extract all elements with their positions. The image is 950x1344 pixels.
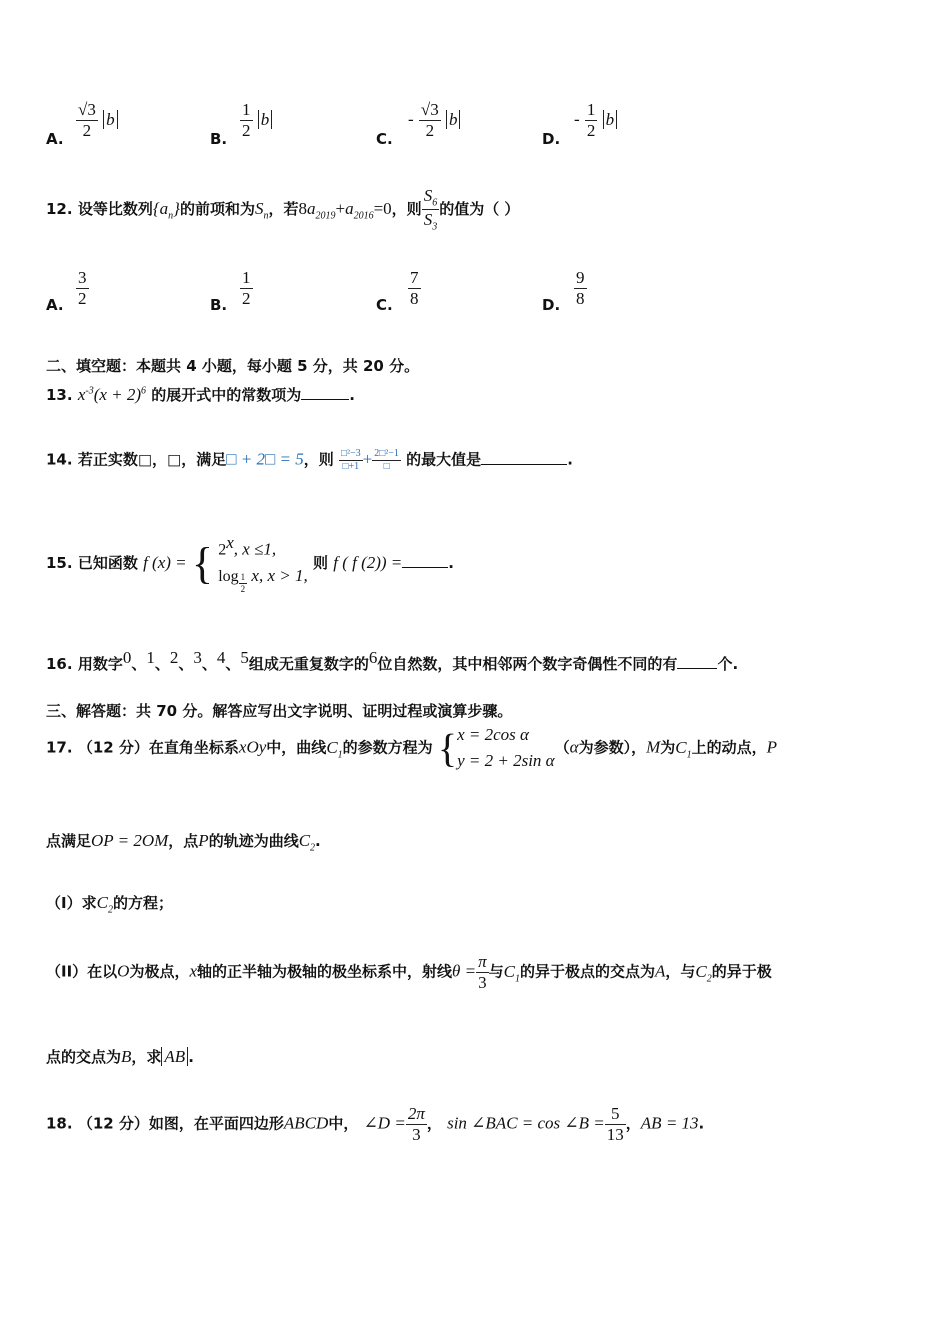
q12-option-b: $\frac{1}{2}$ bbox=[242, 268, 251, 308]
q12-stem: 12. 设等比数列$\{a_n\}$的前项和为$S_n$，若$8a_{2019}+a_{2016}=0$，则 $\frac{S_6}{S_3}$ 的值为（ ） bbox=[46, 186, 520, 233]
q17-part-2: （II）在以O为极点，x轴的正半轴为极轴的极坐标系中，射线θ = $\frac{\pi}{3}$ 与$C_1$的异于极点的交点为A，与$C_2$的异于极 bbox=[46, 952, 772, 992]
q13-blank[interactable] bbox=[301, 385, 349, 400]
q11-options bbox=[46, 100, 916, 160]
section-2-heading: 二、填空题：本题共 4 小题，每小题 5 分，共 20 分。 bbox=[46, 357, 420, 375]
q11-option-a-label: A. bbox=[46, 130, 64, 148]
q12-options bbox=[46, 268, 916, 324]
q12-option-d-label: D. bbox=[542, 296, 561, 314]
q11-option-b: $\frac{1}{2}$ b bbox=[240, 100, 272, 140]
q11-option-b-label: B. bbox=[210, 130, 228, 148]
q12-option-a: $\frac{3}{2}$ bbox=[78, 268, 87, 308]
q18: 18. （12 分）如图，在平面四边形ABCD中， ∠D = $\frac{2\pi}{3}$ ， sin ∠BAC = cos ∠B = $\frac{5}{13}$ ，AB = 13. bbox=[46, 1104, 705, 1144]
q17-line-2: 点满足OP = 2OM，点P的轨迹为曲线$C_2$. bbox=[46, 831, 321, 854]
q11-option-d: - $\frac{1}{2}$ b bbox=[574, 100, 617, 140]
q11-option-c-label: C. bbox=[376, 130, 393, 148]
q17-part-1: （I）求$C_2$的方程； bbox=[46, 893, 173, 916]
q16: 16. 用数字$^0$、$^1$、$^2$、$^3$、$^4$、$^5$组成无重复数字的$^6$位自然数，其中相邻两个数字奇偶性不同的有 个. bbox=[46, 648, 739, 673]
section-3-heading: 三、解答题：共 70 分。解答应写出文字说明、证明过程或演算步骤。 bbox=[46, 702, 513, 720]
q14-blank[interactable] bbox=[481, 450, 567, 465]
q12-option-b-label: B. bbox=[210, 296, 228, 314]
q17-line-1: 17. （12 分）在直角坐标系xOy中，曲线$C_1$的参数方程为 { x = 2cos α y = 2 + 2sin α （α为参数），M为$C_1$上的动点，P bbox=[46, 725, 778, 771]
q12-option-c-label: C. bbox=[376, 296, 393, 314]
q17-part-2-cont: 点的交点为B，求 AB . bbox=[46, 1047, 194, 1066]
q11-option-a: $\frac{√3}{2}$ b bbox=[76, 100, 118, 140]
q11-option-c: - $\frac{√3}{2}$ b bbox=[408, 100, 460, 140]
q15-blank[interactable] bbox=[402, 553, 448, 568]
q15: 15. 已知函数 f (x) = { 2$^x$, x ≤1, log $_{\frac{1}{2}}$ x, x > 1, 则 f ( f (2)) = . bbox=[46, 533, 454, 594]
q12-option-c: $\frac{7}{8}$ bbox=[410, 268, 419, 308]
q11-option-d-label: D. bbox=[542, 130, 561, 148]
q12-option-d: $\frac{9}{8}$ bbox=[576, 268, 585, 308]
q14: 14. 若正实数□，□，满足□ + 2□ = 5，则 $\frac{\text{□²−3}}{□+1}$ + $\frac{\text{2□²−1}}{□}$ 的最大值是 . bbox=[46, 448, 573, 472]
q13: 13. $x^{-3}(x + 2)^6$ 的展开式中的常数项为 . bbox=[46, 385, 355, 404]
q12-option-a-label: A. bbox=[46, 296, 64, 314]
q16-blank[interactable] bbox=[677, 654, 717, 669]
